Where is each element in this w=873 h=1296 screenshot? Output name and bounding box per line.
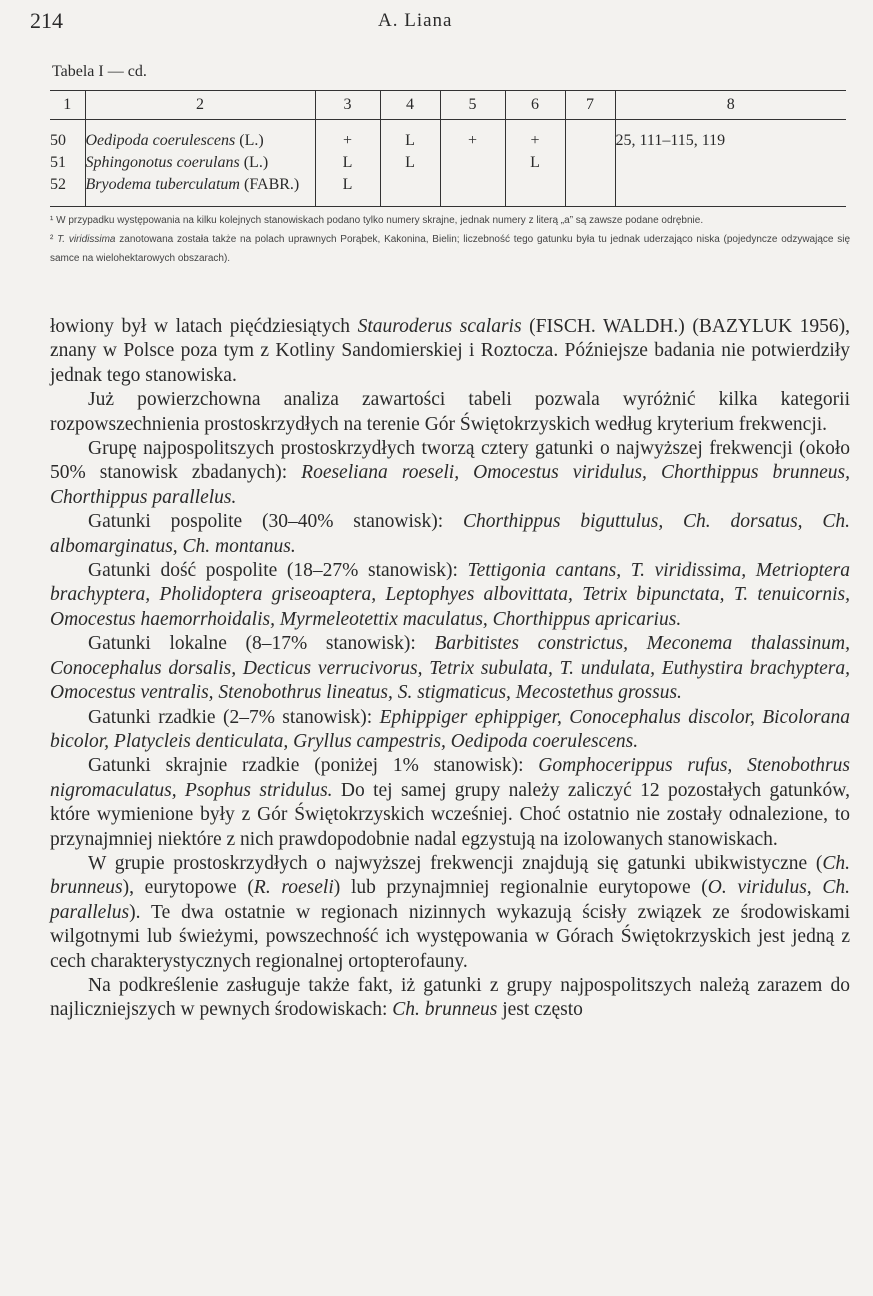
species-italic: R. roeseli — [253, 877, 334, 899]
page-header — [0, 8, 873, 38]
species-italic: Stauroderus scalaris — [357, 316, 522, 337]
species-italic: Barbitistes constrictus, Meconema thalassinum, Conocephalus dorsalis, Decticus verrucivorus, Tetrix subulata, T. undulata, Euthystira brachyptera, Omocestus ventralis, Stenobothrus lineatus, S. stigmaticus, Mecostethus grossus. — [50, 633, 850, 704]
species-italic: Ch. brunneus — [50, 852, 850, 899]
paragraph — [50, 559, 850, 632]
table-footnotes — [50, 211, 850, 268]
row-number: 51 — [50, 154, 66, 171]
text-run: łowiony był w latach pięćdziesiątych — [50, 316, 358, 337]
column-header: 5 — [440, 91, 505, 120]
text-run: (FISCH. WALDH.) (BAZYLUK 1956), znany w Polsce poza tym z Kotliny Sandomierskiej i Roztocza. Późniejsze badania nie potwierdziły jednak tego stanowiska. — [50, 316, 850, 386]
species-italic: Roeseliana roeseli, Omocestus viridulus, Chorthippus brunneus, Chorthippus parallelus. — [50, 462, 850, 508]
species-italic: O. viridulus, Ch. parallelus — [50, 877, 850, 923]
footnote-text: zanotowana została także na polach uprawnych Porąbek, Kakonina, Bielin; liczebność tego gatunku była tu jednak uderzająco niska (pojedyncze odzywające się samce na wielohektarowych obszarach). — [50, 234, 850, 264]
species-table — [50, 90, 846, 207]
text-run: jest często — [497, 999, 583, 1021]
row-number: 52 — [50, 174, 85, 207]
column-header: 2 — [85, 91, 315, 120]
paragraph: Już powierzchowna analiza zawartości tabeli pozwala wyróżnić kilka kategorii rozpowszechnienia prostoskrzydłych na terenie Gór Świętokrzyskich według kryterium frekwencji. — [50, 389, 850, 435]
column-header: 1 — [50, 91, 85, 120]
column-header: 4 — [380, 91, 440, 120]
body-text — [50, 315, 850, 1023]
species-italic: Gomphocerippus rufus, Stenobothrus nigromaculatus, Psophus stridulus. — [50, 755, 850, 801]
text-run: Gatunki dość pospolite (18–27% stanowisk): — [88, 560, 468, 582]
paragraph — [50, 754, 850, 852]
text-run: ), eurytopowe ( — [122, 877, 254, 899]
text-run: ). Te dwa ostatnie w regionach nizinnych wykazują ścisły związek ze środowiskami wilgotnymi lub świeżymi, powszechność ich występowania w Górach Świętokrzyskich jest jedną z cech charakterystycznych regionalnej ortopterofauny. — [50, 901, 850, 972]
text-run: Do tej samej grupy należy zaliczyć 12 pozostałych gatunków, które wymienione były z Gór Świętokrzyskich wcześniej. Choć ostatnio nie zostały odnalezione, to przynajmniej niektóre z nich prawdopodobnie nadal egzystują na izolowanych stanowiskach. — [50, 779, 850, 850]
species-italic: Ch. brunneus — [392, 999, 498, 1021]
column-header: 6 — [505, 91, 565, 120]
species-name: Bryodema tuberculatum — [85, 176, 240, 193]
table-cell: L — [315, 174, 380, 207]
species-italic: Tettigonia cantans, T. viridissima, Metrioptera brachyptera, Pholidoptera griseoaptera, Leptophyes albovittata, Tetrix bipunctata, T. tenuicornis, Omocestus haemorrhoidalis, Myrmeleotettix maculatus, Chorthippus apricarius. — [50, 560, 850, 630]
text-run: Gatunki rzadkie (2–7% stanowisk): — [88, 706, 380, 728]
page-number: 214 — [30, 8, 63, 33]
text-run: Grupę najpospolitszych prostoskrzydłych tworzą cztery gatunki o najwyższej frekwencji (około 50% stanowisk zbadanych): — [50, 438, 850, 484]
table-cell — [505, 174, 565, 207]
paragraph — [50, 852, 850, 974]
species-name: Sphingonotus coerulans — [85, 154, 240, 171]
table-row — [50, 152, 846, 174]
paragraph — [50, 437, 850, 510]
table-cell — [565, 152, 615, 174]
footnote-2 — [50, 230, 850, 268]
table-cell: L — [380, 152, 440, 174]
species-author: (L.) — [243, 154, 269, 171]
text-run: ) lub przynajmniej regionalnie eurytopowe ( — [333, 877, 708, 899]
paragraph — [50, 510, 850, 559]
table-cell-sites — [615, 174, 846, 207]
table-caption: Tabela I — cd. — [52, 63, 147, 80]
paragraph — [50, 632, 850, 705]
footnote-species: T. viridissima — [57, 234, 116, 245]
table-cell — [380, 174, 440, 207]
text-run: Na podkreślenie zasługuje także fakt, iż gatunki z grupy najpospolitszych należą zarazem do najliczniejszych w pewnych środowiskach: — [50, 974, 850, 1021]
running-head-author: A. Liana — [378, 10, 453, 31]
column-header: 7 — [565, 91, 615, 120]
footnote-1: ¹ W przypadku występowania na kilku kolejnych stanowiskach podano tylko numery skrajne, jednak numery z literą „a” są zawsze podane odrębnie. — [50, 215, 704, 226]
species-name-cell — [85, 152, 315, 174]
table-cell: + — [505, 120, 565, 153]
row-number: 50 — [50, 132, 66, 149]
table-cell-sites — [615, 152, 846, 174]
species-name-cell — [85, 174, 315, 207]
table-cell: L — [315, 152, 380, 174]
species-italic: Chorthippus biguttulus, Ch. dorsatus, Ch. albomarginatus, Ch. montanus. — [50, 511, 850, 557]
column-header: 3 — [315, 91, 380, 120]
paragraph — [50, 315, 850, 388]
table-cell — [440, 152, 505, 174]
species-name: Oedipoda coerulescens — [85, 132, 236, 149]
table-cell: + — [440, 120, 505, 153]
table-cell — [440, 174, 505, 207]
table-row — [50, 174, 846, 207]
table-cell — [565, 120, 615, 153]
species-name-cell — [85, 120, 315, 153]
text-run: Gatunki skrajnie rzadkie (poniżej 1% stanowisk): — [88, 755, 539, 777]
table-cell-sites: 25, 111–115, 119 — [615, 120, 846, 153]
column-header: 8 — [615, 91, 846, 120]
species-author: (L.) — [239, 132, 264, 149]
paragraph — [50, 706, 850, 755]
species-author: (FABR.) — [243, 176, 300, 193]
paragraph — [50, 974, 850, 1023]
text-run: W grupie prostoskrzydłych o najwyższej frekwencji znajdują się gatunki ubikwistyczne ( — [88, 852, 823, 874]
table-cell: L — [380, 120, 440, 153]
footnote-mark: ² — [50, 234, 58, 245]
species-italic: Ephippiger ephippiger, Conocephalus discolor, Bicolorana bicolor, Platycleis denticulata, Gryllus campestris, Oedipoda coerulescens. — [50, 706, 850, 752]
table-row — [50, 120, 846, 153]
table-cell: + — [315, 120, 380, 153]
text-run: Gatunki lokalne (8–17% stanowisk): — [88, 633, 435, 655]
text-run: Gatunki pospolite (30–40% stanowisk): — [88, 511, 463, 533]
table-cell: L — [505, 152, 565, 174]
table-cell — [565, 174, 615, 207]
table-header-row — [50, 91, 846, 120]
